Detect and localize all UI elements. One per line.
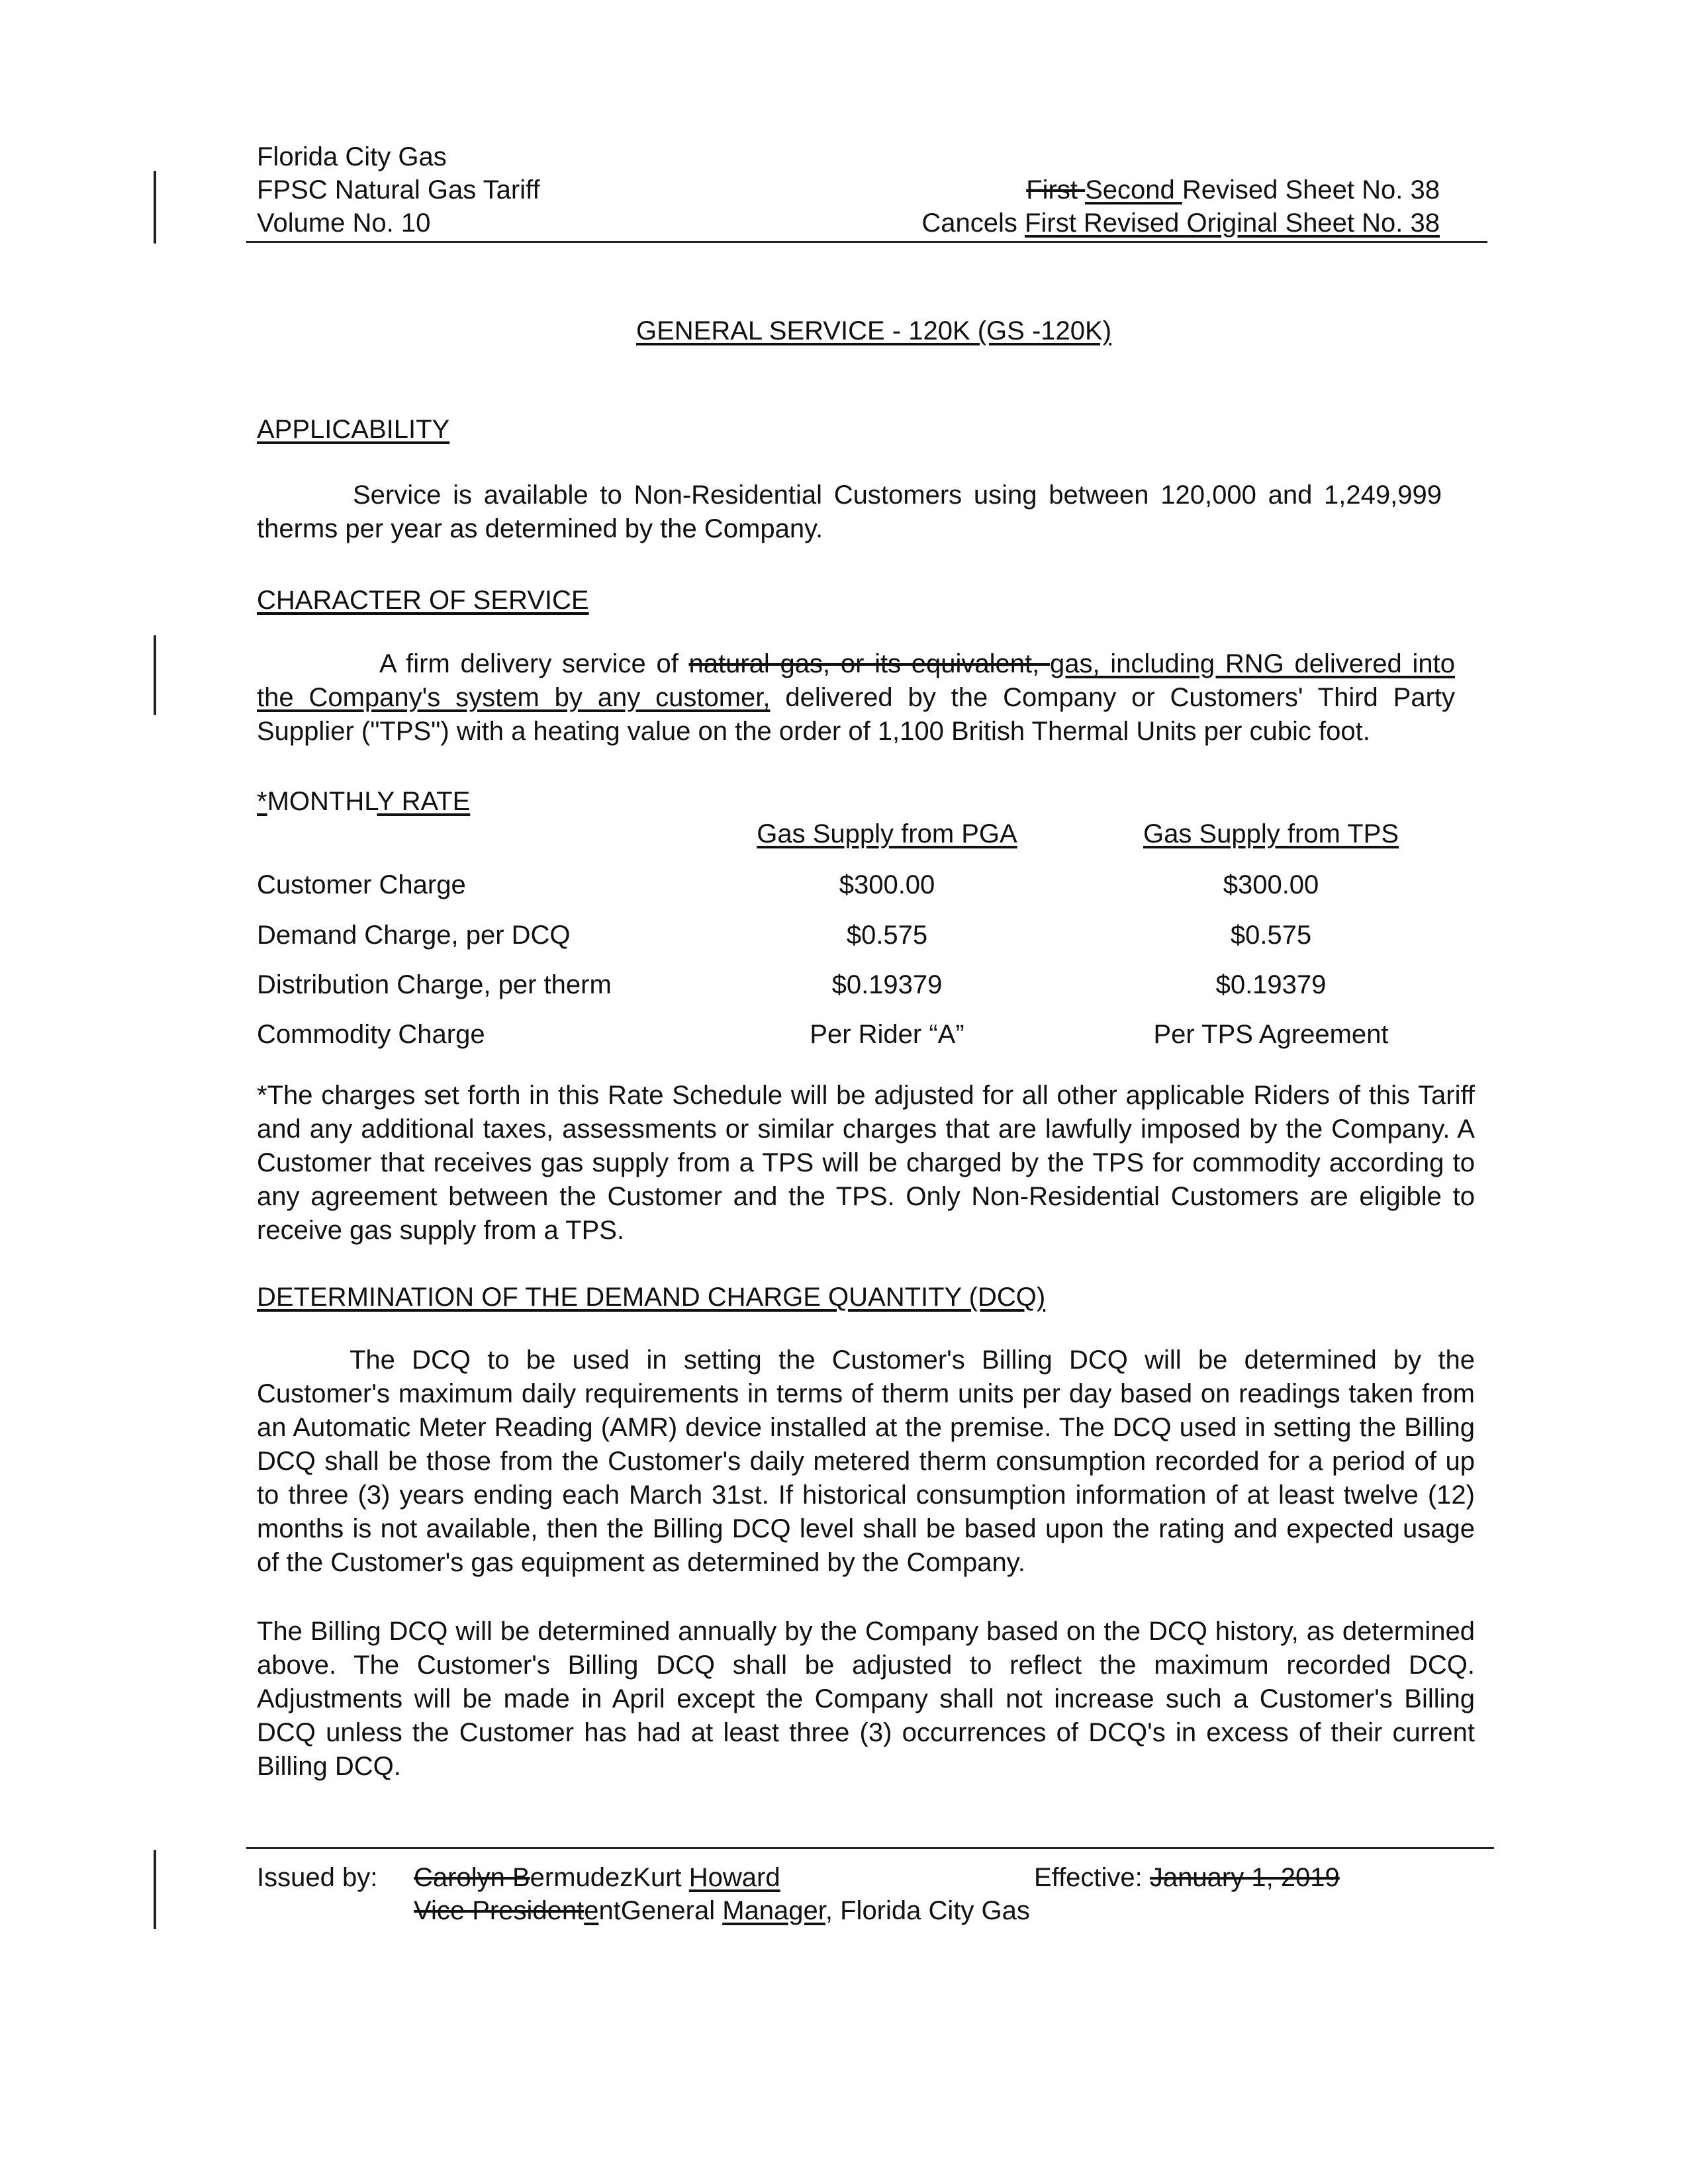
title-new-1: General	[620, 1896, 723, 1925]
issued-by-label: Issued by:	[257, 1863, 378, 1892]
character-heading: CHARACTER OF SERVICE	[257, 586, 589, 615]
col-header-pga: Gas Supply from PGA	[757, 819, 1017, 848]
character-text	[257, 647, 1455, 749]
issuer-strike-2: B	[512, 1863, 530, 1892]
rate-row-pga: $0.19379	[831, 970, 943, 999]
effective-label: Effective:	[1034, 1863, 1150, 1892]
character-inserted: gas, including RNG delivered into the Company's system by any customer,	[257, 649, 1455, 712]
cancels-prefix: Cancels	[921, 208, 1025, 238]
rate-row-label: Commodity Charge	[257, 1020, 485, 1049]
rate-row-pga: $0.575	[846, 921, 928, 950]
issuer-title	[414, 1894, 1030, 1927]
rate-row-label: Demand Charge, per DCQ	[257, 921, 571, 950]
cancels-sheet	[921, 206, 1440, 240]
rate-row-pga: $300.00	[839, 870, 935, 899]
character-pre: A firm delivery service of	[379, 649, 689, 678]
revision-bar-character	[154, 635, 156, 715]
header-rule	[246, 241, 1487, 243]
rate-row-pga: Per Rider “A”	[810, 1020, 964, 1049]
rate-row-tps: $0.19379	[1215, 970, 1327, 999]
applicability-text: Service is available to Non-Residential Customers using between 120,000 and 1,249,999 therms per year as determined by the Company.	[257, 480, 1442, 543]
footer-rule	[246, 1847, 1494, 1849]
effective-strike: January 1, 2019	[1149, 1863, 1340, 1892]
monthly-rate-heading-b: Y RATE	[377, 787, 471, 816]
sheet-strike-text: First	[1026, 175, 1086, 205]
rate-row-tps: $300.00	[1223, 870, 1319, 899]
rate-row-tps: Per TPS Agreement	[1153, 1020, 1389, 1049]
issuer-new-2: Howard	[688, 1863, 780, 1892]
monthly-rate-star: *	[257, 787, 267, 816]
rate-row-label: Customer Charge	[257, 870, 466, 899]
revision-bar-header	[154, 171, 156, 244]
sheet-inserted-text: Second	[1085, 175, 1182, 205]
character-strike: natural gas, or its equivalent,	[688, 649, 1050, 678]
monthly-rate-heading	[257, 785, 470, 818]
volume-number: Volume No. 10	[257, 208, 431, 238]
sheet-number	[1026, 173, 1440, 206]
rate-row-tps: $0.575	[1230, 921, 1312, 950]
rate-note: *The charges set forth in this Rate Schedule will be adjusted for all other applicable Riders of this Tariff and any additional taxes, assessments or similar charges that are lawfully imposed by the Company. A Customer that receives gas supply from a TPS will be charged by the TPS for commodity according to any agreement between the Customer and the TPS. Only Non-Residential Customers are eligible to receive gas supply from a TPS.	[257, 1081, 1475, 1245]
issuer-rest: ermudez	[530, 1863, 633, 1892]
title-rest-1: nt	[598, 1896, 621, 1925]
issuer-name	[414, 1861, 780, 1894]
title-new-2: Manager	[722, 1896, 825, 1925]
title-rest-2: , Florida City Gas	[825, 1896, 1030, 1925]
issuer-strike-1: Carolyn	[414, 1863, 512, 1892]
title-underlined-e: e	[584, 1896, 599, 1925]
dcq-paragraph-2: The Billing DCQ will be determined annually by the Company based on the DCQ history, as determined above. The Customer's Billing DCQ shall be adjusted to reflect the maximum recorded DCQ. Adjustments will be made in April except the Company shall not increase such a Customer's Billing DCQ unless the Customer has had at least three (3) occurrences of DCQ's in excess of their current Billing DCQ.	[257, 1617, 1475, 1781]
effective-date	[1034, 1861, 1340, 1894]
dcq-heading: DETERMINATION OF THE DEMAND CHARGE QUANTITY (DCQ)	[257, 1283, 1046, 1312]
cancels-inserted-text: First Revised	[1025, 208, 1187, 238]
col-header-tps: Gas Supply from TPS	[1143, 819, 1399, 848]
monthly-rate-heading-a: MONTHL	[267, 787, 377, 816]
applicability-heading: APPLICABILITY	[257, 415, 450, 444]
dcq-paragraph-1: The DCQ to be used in setting the Customer's Billing DCQ will be determined by the Customer's maximum daily requirements in terms of therm units per day based on readings taken from an Automatic Meter Reading (AMR) device installed at the premise. The DCQ used in setting the Billing DCQ shall be those from the Customer's daily metered therm consumption recorded for a period of up to three (3) years ending each March 31st. If historical consumption information of at least twelve (12) months is not available, then the Billing DCQ level shall be based upon the rating and expected usage of the Customer's gas equipment as determined by the Company.	[257, 1345, 1475, 1577]
page-title: GENERAL SERVICE - 120K (GS -120K)	[635, 316, 1112, 345]
revision-bar-footer	[154, 1850, 156, 1929]
character-post: delivered by the Company or Customers' Third Party Supplier ("TPS") with a heating value on the order of 1,100 British Thermal Units per cubic foot.	[257, 683, 1455, 746]
company-name: Florida City Gas	[257, 142, 447, 171]
sheet-rest-text: Revised Sheet No. 38	[1182, 175, 1440, 205]
issuer-new-1: Kurt	[633, 1863, 689, 1892]
tariff-name: FPSC Natural Gas Tariff	[257, 175, 540, 205]
rate-row-label: Distribution Charge, per therm	[257, 970, 612, 999]
title-strike: Vice President	[414, 1896, 585, 1925]
cancels-rest-text: Original Sheet No. 38	[1186, 208, 1440, 238]
